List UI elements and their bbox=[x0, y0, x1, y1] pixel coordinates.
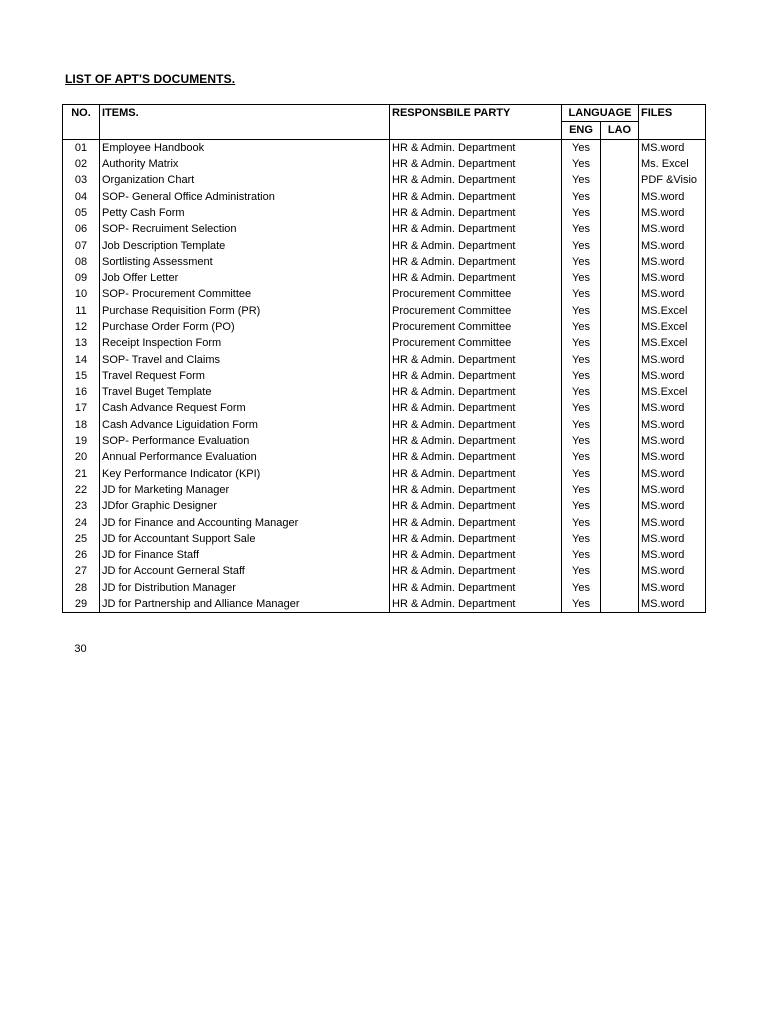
row-responsible-party: HR & Admin. Department bbox=[390, 237, 562, 253]
row-eng: Yes bbox=[562, 156, 601, 172]
row-file-type: MS.word bbox=[639, 254, 706, 270]
row-eng: Yes bbox=[562, 531, 601, 547]
document-title: LIST OF APT'S DOCUMENTS. bbox=[65, 72, 236, 86]
row-number: 02 bbox=[63, 156, 100, 172]
table-row bbox=[63, 580, 706, 596]
row-eng: Yes bbox=[562, 188, 601, 204]
row-eng: Yes bbox=[562, 351, 601, 367]
row-eng: Yes bbox=[562, 254, 601, 270]
row-number: 17 bbox=[63, 400, 100, 416]
row-item: Authority Matrix bbox=[100, 156, 390, 172]
table-row bbox=[63, 596, 706, 613]
row-number: 29 bbox=[63, 596, 100, 613]
table-row bbox=[63, 286, 706, 302]
table-row bbox=[63, 368, 706, 384]
row-lao bbox=[601, 531, 639, 547]
table-row bbox=[63, 221, 706, 237]
row-item: Cash Advance Request Form bbox=[100, 400, 390, 416]
row-item: Annual Performance Evaluation bbox=[100, 449, 390, 465]
row-file-type: MS.Excel bbox=[639, 335, 706, 351]
row-item: JD for Distribution Manager bbox=[100, 580, 390, 596]
row-responsible-party: HR & Admin. Department bbox=[390, 139, 562, 156]
row-lao bbox=[601, 433, 639, 449]
row-number: 26 bbox=[63, 547, 100, 563]
row-number: 20 bbox=[63, 449, 100, 465]
row-number: 10 bbox=[63, 286, 100, 302]
row-eng: Yes bbox=[562, 400, 601, 416]
row-lao bbox=[601, 205, 639, 221]
row-eng: Yes bbox=[562, 221, 601, 237]
row-lao bbox=[601, 303, 639, 319]
row-number: 06 bbox=[63, 221, 100, 237]
row-item: JDfor Graphic Designer bbox=[100, 498, 390, 514]
row-number: 23 bbox=[63, 498, 100, 514]
row-eng: Yes bbox=[562, 172, 601, 188]
row-responsible-party: HR & Admin. Department bbox=[390, 368, 562, 384]
row-file-type: MS.Excel bbox=[639, 384, 706, 400]
row-file-type: MS.Excel bbox=[639, 303, 706, 319]
row-item: SOP- Recruiment Selection bbox=[100, 221, 390, 237]
row-number: 24 bbox=[63, 514, 100, 530]
documents-table bbox=[62, 104, 706, 613]
row-item: Purchase Order Form (PO) bbox=[100, 319, 390, 335]
row-lao bbox=[601, 351, 639, 367]
row-eng: Yes bbox=[562, 596, 601, 613]
row-lao bbox=[601, 368, 639, 384]
header-no: NO. bbox=[63, 105, 100, 140]
row-eng: Yes bbox=[562, 563, 601, 579]
row-eng: Yes bbox=[562, 319, 601, 335]
row-file-type: MS.word bbox=[639, 417, 706, 433]
row-lao bbox=[601, 139, 639, 156]
row-file-type: MS.word bbox=[639, 221, 706, 237]
row-item: Employee Handbook bbox=[100, 139, 390, 156]
row-item: JD for Partnership and Alliance Manager bbox=[100, 596, 390, 613]
header-files: FILES bbox=[639, 105, 706, 140]
row-item: Travel Request Form bbox=[100, 368, 390, 384]
row-responsible-party: HR & Admin. Department bbox=[390, 466, 562, 482]
table-row bbox=[63, 139, 706, 156]
row-responsible-party: HR & Admin. Department bbox=[390, 563, 562, 579]
row-number: 07 bbox=[63, 237, 100, 253]
row-item: Sortlisting Assessment bbox=[100, 254, 390, 270]
row-lao bbox=[601, 384, 639, 400]
table-row bbox=[63, 351, 706, 367]
row-file-type: PDF &Visio bbox=[639, 172, 706, 188]
row-eng: Yes bbox=[562, 368, 601, 384]
row-number: 16 bbox=[63, 384, 100, 400]
row-file-type: MS.word bbox=[639, 482, 706, 498]
table-row bbox=[63, 417, 706, 433]
row-file-type: MS.word bbox=[639, 400, 706, 416]
row-number: 13 bbox=[63, 335, 100, 351]
table-row bbox=[63, 172, 706, 188]
table-row bbox=[63, 188, 706, 204]
header-responsible-party: RESPONSBILE PARTY bbox=[390, 105, 562, 140]
row-file-type: MS.word bbox=[639, 188, 706, 204]
row-number: 28 bbox=[63, 580, 100, 596]
row-lao bbox=[601, 514, 639, 530]
row-responsible-party: HR & Admin. Department bbox=[390, 482, 562, 498]
table-row bbox=[63, 547, 706, 563]
row-eng: Yes bbox=[562, 482, 601, 498]
row-number: 09 bbox=[63, 270, 100, 286]
row-responsible-party: HR & Admin. Department bbox=[390, 580, 562, 596]
header-language: LANGUAGE bbox=[562, 105, 639, 122]
row-responsible-party: HR & Admin. Department bbox=[390, 254, 562, 270]
row-responsible-party: Procurement Committee bbox=[390, 286, 562, 302]
table-row bbox=[63, 205, 706, 221]
row-number: 05 bbox=[63, 205, 100, 221]
table-row bbox=[63, 563, 706, 579]
table-row bbox=[63, 482, 706, 498]
row-responsible-party: HR & Admin. Department bbox=[390, 188, 562, 204]
row-lao bbox=[601, 156, 639, 172]
row-file-type: MS.word bbox=[639, 449, 706, 465]
row-responsible-party: HR & Admin. Department bbox=[390, 384, 562, 400]
row-eng: Yes bbox=[562, 433, 601, 449]
table-row bbox=[63, 335, 706, 351]
row-lao bbox=[601, 580, 639, 596]
row-number: 01 bbox=[63, 139, 100, 156]
row-item: Key Performance Indicator (KPI) bbox=[100, 466, 390, 482]
header-eng: ENG bbox=[562, 122, 601, 139]
row-lao bbox=[601, 596, 639, 613]
header-items: ITEMS. bbox=[100, 105, 390, 140]
row-responsible-party: HR & Admin. Department bbox=[390, 270, 562, 286]
table-row bbox=[63, 449, 706, 465]
row-responsible-party: Procurement Committee bbox=[390, 319, 562, 335]
row-lao bbox=[601, 449, 639, 465]
row-eng: Yes bbox=[562, 547, 601, 563]
row-file-type: MS.word bbox=[639, 139, 706, 156]
table-row bbox=[63, 254, 706, 270]
row-item: SOP- Travel and Claims bbox=[100, 351, 390, 367]
row-eng: Yes bbox=[562, 270, 601, 286]
row-item: Travel Buget Template bbox=[100, 384, 390, 400]
row-item: JD for Account Gerneral Staff bbox=[100, 563, 390, 579]
row-lao bbox=[601, 400, 639, 416]
row-item: Cash Advance Liguidation Form bbox=[100, 417, 390, 433]
row-eng: Yes bbox=[562, 498, 601, 514]
table-row bbox=[63, 531, 706, 547]
row-eng: Yes bbox=[562, 335, 601, 351]
row-item: JD for Accountant Support Sale bbox=[100, 531, 390, 547]
row-eng: Yes bbox=[562, 303, 601, 319]
row-item: JD for Marketing Manager bbox=[100, 482, 390, 498]
row-file-type: MS.word bbox=[639, 498, 706, 514]
table-row bbox=[63, 433, 706, 449]
row-eng: Yes bbox=[562, 417, 601, 433]
row-lao bbox=[601, 335, 639, 351]
row-file-type: MS.word bbox=[639, 270, 706, 286]
row-responsible-party: HR & Admin. Department bbox=[390, 400, 562, 416]
row-lao bbox=[601, 498, 639, 514]
row-file-type: MS.word bbox=[639, 531, 706, 547]
row-responsible-party: Procurement Committee bbox=[390, 303, 562, 319]
row-lao bbox=[601, 254, 639, 270]
row-eng: Yes bbox=[562, 384, 601, 400]
row-number: 04 bbox=[63, 188, 100, 204]
row-responsible-party: HR & Admin. Department bbox=[390, 547, 562, 563]
row-file-type: MS.word bbox=[639, 205, 706, 221]
row-number: 21 bbox=[63, 466, 100, 482]
row-responsible-party: HR & Admin. Department bbox=[390, 531, 562, 547]
row-responsible-party: HR & Admin. Department bbox=[390, 156, 562, 172]
row-item: JD for Finance Staff bbox=[100, 547, 390, 563]
row-file-type: MS.word bbox=[639, 368, 706, 384]
row-file-type: MS.word bbox=[639, 563, 706, 579]
row-lao bbox=[601, 237, 639, 253]
row-file-type: MS.word bbox=[639, 237, 706, 253]
row-number: 25 bbox=[63, 531, 100, 547]
row-item: Job Offer Letter bbox=[100, 270, 390, 286]
row-lao bbox=[601, 482, 639, 498]
row-item: SOP- Performance Evaluation bbox=[100, 433, 390, 449]
row-eng: Yes bbox=[562, 139, 601, 156]
row-item: SOP- General Office Administration bbox=[100, 188, 390, 204]
row-responsible-party: HR & Admin. Department bbox=[390, 351, 562, 367]
row-file-type: MS.word bbox=[639, 351, 706, 367]
table-row bbox=[63, 498, 706, 514]
row-eng: Yes bbox=[562, 466, 601, 482]
row-number: 18 bbox=[63, 417, 100, 433]
row-eng: Yes bbox=[562, 580, 601, 596]
row-file-type: MS.word bbox=[639, 433, 706, 449]
row-lao bbox=[601, 270, 639, 286]
row-lao bbox=[601, 466, 639, 482]
row-item: Purchase Requisition Form (PR) bbox=[100, 303, 390, 319]
row-responsible-party: HR & Admin. Department bbox=[390, 417, 562, 433]
row-item: JD for Finance and Accounting Manager bbox=[100, 514, 390, 530]
row-number: 11 bbox=[63, 303, 100, 319]
row-number: 22 bbox=[63, 482, 100, 498]
row-file-type: MS.word bbox=[639, 514, 706, 530]
row-lao bbox=[601, 319, 639, 335]
row-lao bbox=[601, 563, 639, 579]
table-body bbox=[63, 139, 706, 613]
row-lao bbox=[601, 172, 639, 188]
row-responsible-party: HR & Admin. Department bbox=[390, 514, 562, 530]
table-row bbox=[63, 303, 706, 319]
row-item: Job Description Template bbox=[100, 237, 390, 253]
table-row bbox=[63, 514, 706, 530]
row-eng: Yes bbox=[562, 205, 601, 221]
row-eng: Yes bbox=[562, 237, 601, 253]
row-lao bbox=[601, 221, 639, 237]
table-row bbox=[63, 384, 706, 400]
row-responsible-party: HR & Admin. Department bbox=[390, 449, 562, 465]
row-number: 14 bbox=[63, 351, 100, 367]
trailing-row-number: 30 bbox=[74, 643, 87, 655]
row-eng: Yes bbox=[562, 449, 601, 465]
header-lao: LAO bbox=[601, 122, 639, 139]
row-number: 08 bbox=[63, 254, 100, 270]
table-row bbox=[63, 237, 706, 253]
row-number: 03 bbox=[63, 172, 100, 188]
row-file-type: MS.Excel bbox=[639, 319, 706, 335]
row-responsible-party: HR & Admin. Department bbox=[390, 172, 562, 188]
table-row bbox=[63, 400, 706, 416]
row-responsible-party: HR & Admin. Department bbox=[390, 498, 562, 514]
row-responsible-party: HR & Admin. Department bbox=[390, 433, 562, 449]
row-lao bbox=[601, 188, 639, 204]
row-file-type: MS.word bbox=[639, 596, 706, 613]
row-responsible-party: HR & Admin. Department bbox=[390, 596, 562, 613]
table-row bbox=[63, 270, 706, 286]
row-file-type: MS.word bbox=[639, 580, 706, 596]
row-lao bbox=[601, 417, 639, 433]
row-file-type: MS.word bbox=[639, 466, 706, 482]
row-responsible-party: HR & Admin. Department bbox=[390, 221, 562, 237]
row-number: 12 bbox=[63, 319, 100, 335]
row-eng: Yes bbox=[562, 514, 601, 530]
row-item: Receipt Inspection Form bbox=[100, 335, 390, 351]
row-file-type: MS.word bbox=[639, 286, 706, 302]
row-responsible-party: HR & Admin. Department bbox=[390, 205, 562, 221]
table-row bbox=[63, 466, 706, 482]
row-number: 19 bbox=[63, 433, 100, 449]
table-row bbox=[63, 319, 706, 335]
row-lao bbox=[601, 286, 639, 302]
row-eng: Yes bbox=[562, 286, 601, 302]
row-item: Petty Cash Form bbox=[100, 205, 390, 221]
row-number: 15 bbox=[63, 368, 100, 384]
row-lao bbox=[601, 547, 639, 563]
row-item: Organization Chart bbox=[100, 172, 390, 188]
row-file-type: Ms. Excel bbox=[639, 156, 706, 172]
row-file-type: MS.word bbox=[639, 547, 706, 563]
row-item: SOP- Procurement Committee bbox=[100, 286, 390, 302]
table-row bbox=[63, 156, 706, 172]
row-responsible-party: Procurement Committee bbox=[390, 335, 562, 351]
row-number: 27 bbox=[63, 563, 100, 579]
